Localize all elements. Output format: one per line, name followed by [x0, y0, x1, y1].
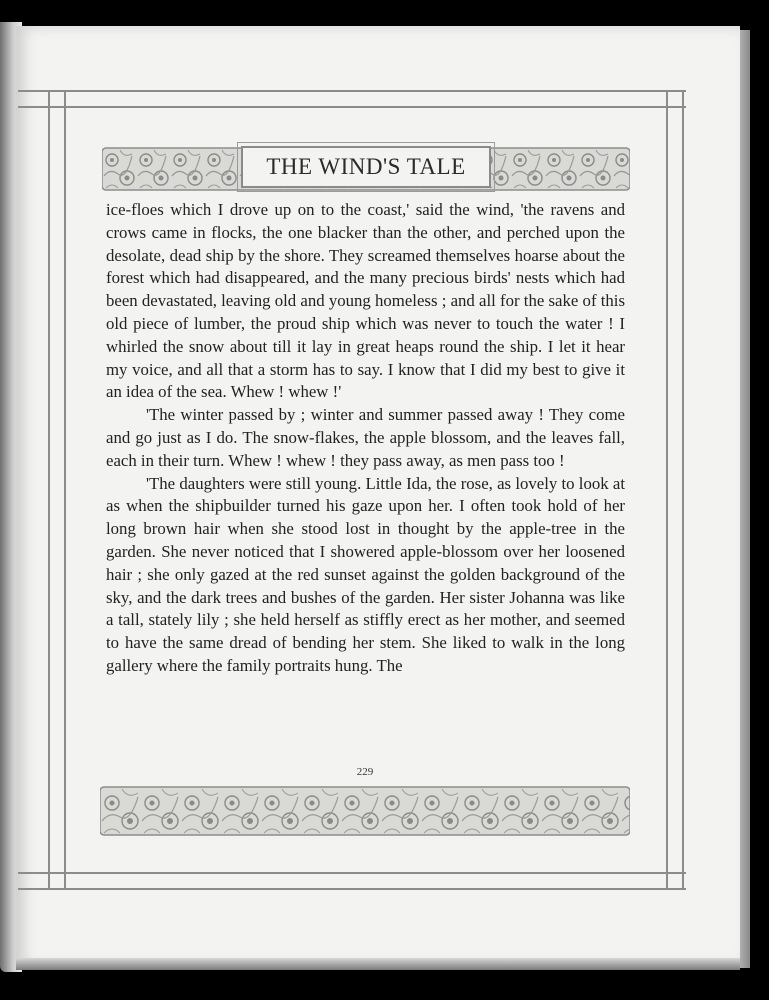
frame-rule [682, 90, 684, 890]
ornamental-tailpiece [100, 785, 630, 837]
frame-rule [18, 872, 686, 874]
paragraph: 'The winter passed by ; winter and summer passed away ! They come and go just as I do. The snow-flakes, the apple blossom, and the leaves fall, each in their turn. Whew ! whew ! they pass away, as men pass too ! [106, 405, 625, 470]
frame-rule [18, 888, 686, 890]
paragraph: ice-floes which I drove up on to the coast,' said the wind, 'the ravens and crows came in flocks, the one blacker than the other, and perched upon the desolate, dead ship by the shore. They screamed themselves hoarse about the forest which had disappeared, and the many precious birds' nests which had been devastated, leaving old and young homeless ; and all for the sake of this old piece of lumber, the proud ship which was never to touch the water ! I whirled the snow about till it lay in great heaps round the ship. I let it hear my voice, and all that a storm has to say. I know that I did my best to give it an idea of the sea. Whew ! whew !' [106, 200, 625, 402]
body-text [106, 199, 625, 678]
page-number: 229 [356, 766, 374, 778]
frame-rule [666, 90, 668, 890]
frame-rule [18, 106, 686, 108]
frame-rule [64, 90, 66, 890]
page-title [241, 146, 491, 188]
page-title-text: THE WIND'S TALE [266, 154, 466, 179]
book-bottom-edge [16, 958, 740, 970]
frame-rule [18, 90, 686, 92]
paragraph: 'The daughters were still young. Little Ida, the rose, as lovely to look at as when the shipbuilder turned his gaze upon her. I often took hold of her long brown hair when she stood lost in thought by the apple-tree in the garden. She never noticed that I showered apple-blossom over her loosened hair ; she only gazed at the red sunset against the golden background of the sky, and the dark trees and bushes of the garden. Her sister Johanna was like a tall, stately lily ; she held herself as stiffly erect as her mother, and seemed to have the same dread of bending her stem. She liked to walk in the long gallery where the family portraits hung. The [106, 473, 625, 675]
frame-rule [48, 90, 50, 890]
